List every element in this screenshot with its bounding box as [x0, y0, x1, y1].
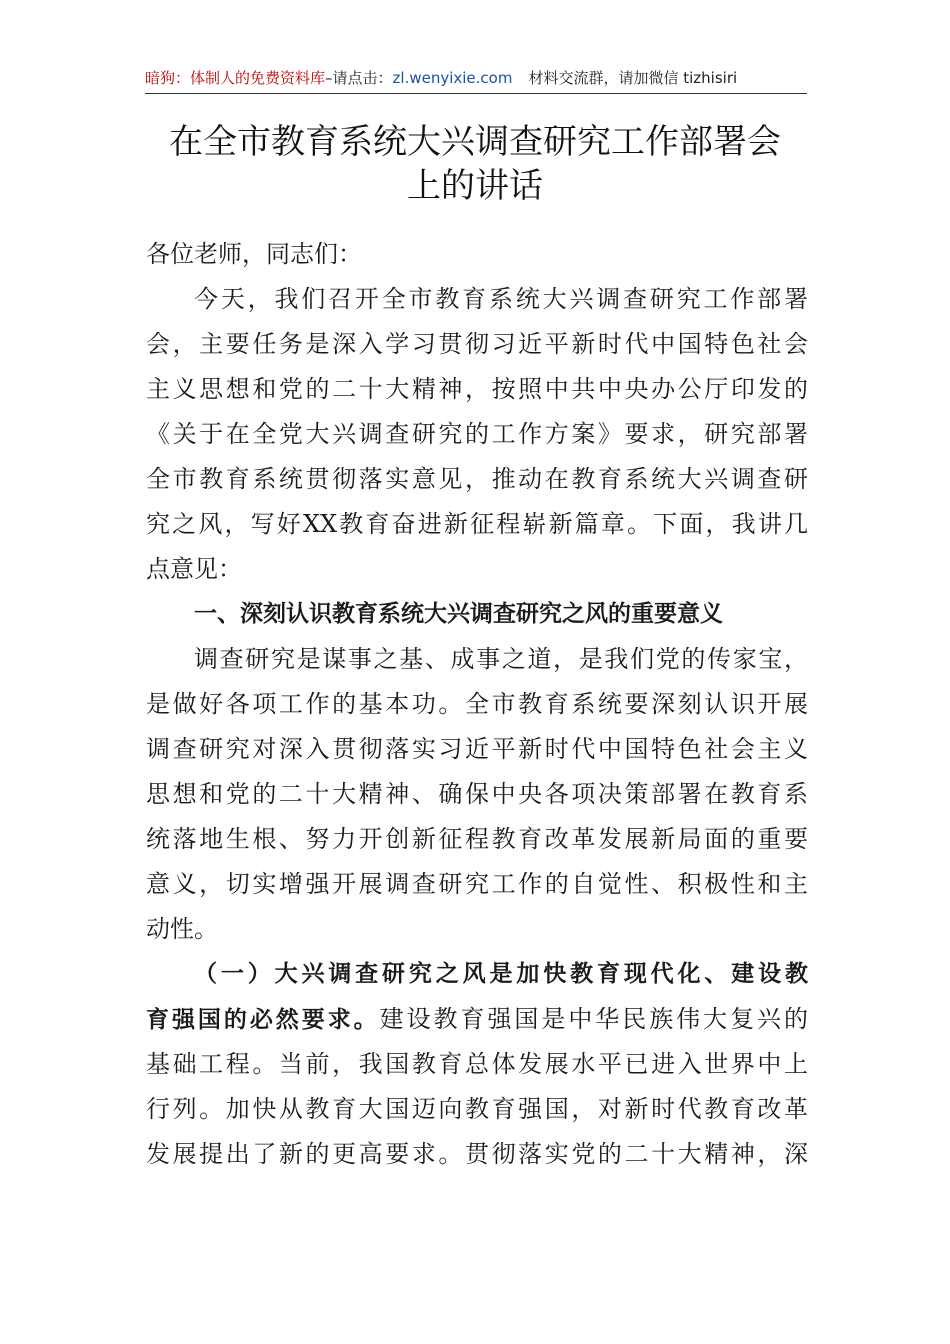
paragraph-line: 会，主要任务是深入学习贯彻习近平新时代中国特色社会: [146, 330, 808, 358]
paragraph-line: 点意见：: [146, 555, 242, 583]
paragraph-line: 调查研究是谋事之基、成事之道，是我们党的传家宝，: [194, 645, 808, 673]
salutation: 各位老师，同志们：: [146, 240, 362, 268]
document-title: [120, 120, 830, 208]
header-prompt: –请点击：: [325, 69, 393, 87]
paragraph-line: 调查研究对深入贯彻落实习近平新时代中国特色社会主义: [146, 735, 808, 763]
header-brand: 暗狗：体制人的免费资料库: [145, 69, 326, 87]
paragraph-line: 今天，我们召开全市教育系统大兴调查研究工作部署: [194, 285, 808, 313]
paragraph-line: 意义，切实增强开展调查研究工作的自觉性、积极性和主: [146, 870, 808, 898]
paragraph-line: 基础工程。当前，我国教育总体发展水平已进入世界中上: [146, 1050, 808, 1078]
title-line-1: 在全市教育系统大兴调查研究工作部署会: [169, 122, 781, 162]
paragraph-line: 思想和党的二十大精神、确保中央各项决策部署在教育系: [146, 780, 808, 808]
title-line-2: 上的讲话: [407, 166, 543, 206]
paragraph-line: 行列。加快从教育大国迈向教育强国，对新时代教育改革: [146, 1095, 808, 1123]
paragraph-line: 是做好各项工作的基本功。全市教育系统要深刻认识开展: [146, 690, 808, 718]
subsection-text: 建设教育强国是中华民族伟大复兴的: [379, 1005, 808, 1033]
header-divider: [145, 93, 807, 94]
paragraph-line: 主义思想和党的二十大精神，按照中共中央办公厅印发的: [146, 375, 808, 403]
paragraph-line: 动性。: [146, 915, 218, 943]
page-header: [145, 64, 807, 92]
subsection-heading-1: （一）大兴调查研究之风是加快教育现代化、建设教: [194, 961, 808, 987]
document-body: [146, 232, 808, 1177]
paragraph-line: 发展提出了新的更高要求。贯彻落实党的二十大精神，深: [146, 1140, 808, 1168]
paragraph-line: 《关于在全党大兴调查研究的工作方案》要求，研究部署: [146, 420, 808, 448]
paragraph-line: 究之风，写好XX教育奋进新征程崭新篇章。下面，我讲几: [146, 510, 808, 538]
paragraph-line: 全市教育系统贯彻落实意见，推动在教育系统大兴调查研: [146, 465, 808, 493]
header-contact: 材料交流群，请加微信 tizhisiri: [528, 69, 738, 87]
header-link[interactable]: zl.wenyixie.com: [392, 69, 513, 87]
subsection-heading-1-cont: 育强国的必然要求。: [146, 1007, 380, 1033]
paragraph-line: 统落地生根、努力开创新征程教育改革发展新局面的重要: [146, 825, 808, 853]
paragraph-line: [146, 997, 808, 1042]
section-heading-1: 一、深刻认识教育系统大兴调查研究之风的重要意义: [194, 601, 723, 627]
